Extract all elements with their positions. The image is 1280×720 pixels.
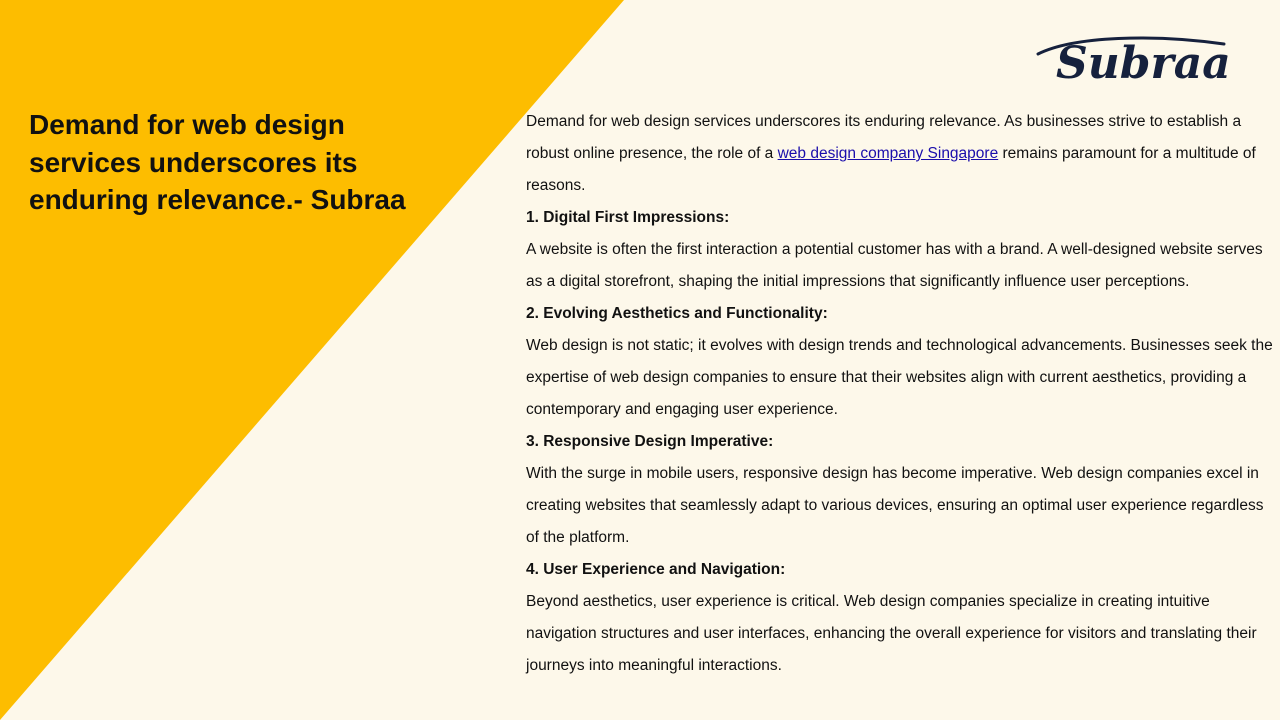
- section-body: A website is often the first interaction a potential customer has with a brand. A well-designed website serves as a digital storefront, shaping the initial impressions that significantly influence user perceptions.: [526, 241, 1263, 290]
- section-heading: 1. Digital First Impressions:: [526, 209, 730, 226]
- section-heading: 2. Evolving Aesthetics and Functionality:: [526, 305, 828, 322]
- subraa-logo: [1034, 30, 1234, 90]
- intro-text-before: Demand for web design services underscores its enduring relevance. As businesses strive to establish a robust online presence, the role of a: [526, 113, 1242, 162]
- section-body: Beyond aesthetics, user experience is critical. Web design companies specialize in creating intuitive navigation structures and user interfaces, enhancing the overall experience for visitors and translating their journeys into meaningful interactions.: [526, 593, 1257, 674]
- section-body: With the surge in mobile users, responsive design has become imperative. Web design companies excel in creating websites that seamlessly adapt to various devices, ensuring an optimal user experience regardless of the platform.: [526, 465, 1264, 546]
- slide-title: Demand for web design services underscores its enduring relevance.- Subraa: [29, 109, 406, 215]
- intro-text-after: remains paramount for a multitude of reasons.: [526, 145, 1256, 194]
- logo-text: Subraa: [1056, 38, 1231, 89]
- section-heading: 3. Responsive Design Imperative:: [526, 433, 774, 450]
- article-body: [526, 106, 1280, 682]
- web-design-company-link[interactable]: web design company Singapore: [777, 145, 999, 162]
- section-heading: 4. User Experience and Navigation:: [526, 561, 786, 578]
- intro-paragraph: [526, 106, 1280, 202]
- logo-mark: [1034, 30, 1234, 90]
- section-body: Web design is not static; it evolves with design trends and technological advancements. Businesses seek the expertise of web design companies to ensure that their websites align with current aesthetics, providing a contemporary and engaging user experience.: [526, 337, 1273, 418]
